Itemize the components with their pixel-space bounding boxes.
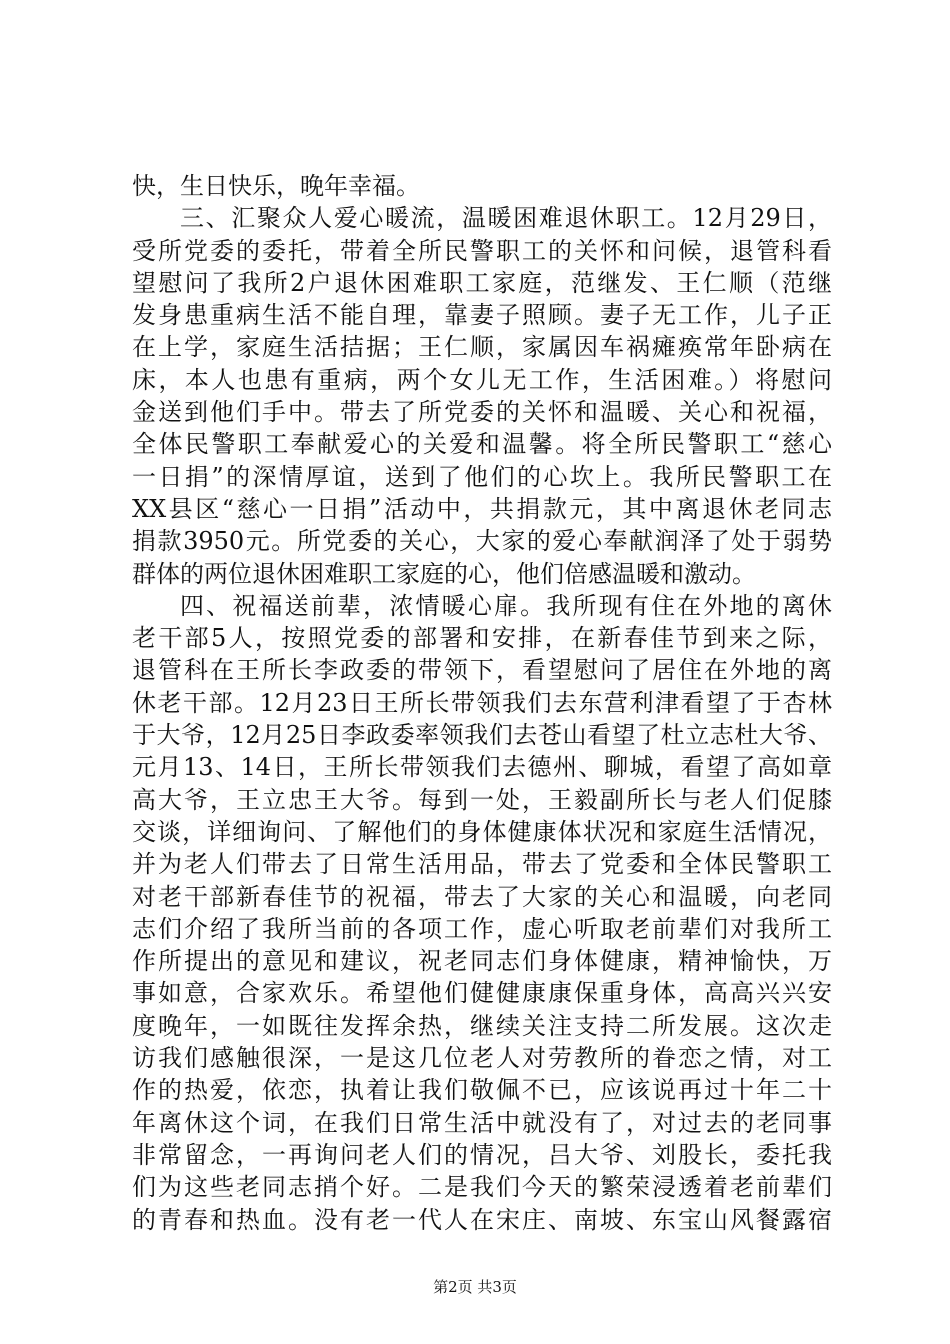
text-line: 四、祝福送前辈，浓情暖心扉。我所现有住在外地的离休 — [180, 591, 832, 620]
paragraph — [132, 202, 832, 590]
text-line: 对老干部新春佳节的祝福，带去了大家的关心和温暖，向老同 — [132, 882, 832, 911]
text-line: 退管科在王所长李政委的带领下，看望慰问了居住在外地的离 — [132, 656, 832, 685]
text-line: 捐款3950元。所党委的关心，大家的爱心奉献润泽了处于弱势 — [132, 527, 832, 556]
text-line: 事如意，合家欢乐。希望他们健健康康保重身体，高高兴兴安 — [132, 979, 832, 1008]
text-line: 访我们感触很深，一是这几位老人对劳教所的眷恋之情，对工 — [132, 1044, 832, 1073]
text-line: 高大爷，王立忠王大爷。每到一处，王毅副所长与老人们促膝 — [132, 785, 832, 814]
text-line: 快，生日快乐，晚年幸福。 — [132, 172, 420, 200]
page-number-footer: 第2页 共3页 — [433, 1278, 517, 1296]
text-line: 交谈，详细询问、了解他们的身体健康体状况和家庭生活情况， — [132, 817, 832, 846]
text-line: 休老干部。12月23日王所长带领我们去东营利津看望了于杏林 — [132, 688, 832, 717]
text-line: 年离休这个词，在我们日常生活中就没有了，对过去的老同事 — [132, 1108, 832, 1137]
text-line: 金送到他们手中。带去了所党委的关怀和温暖、关心和祝福， — [132, 398, 832, 427]
text-line: 的青春和热血。没有老一代人在宋庄、南坡、东宝山风餐露宿 — [132, 1205, 832, 1234]
text-line: 于大爷，12月25日李政委率领我们去苍山看望了杜立志杜大爷、 — [132, 721, 832, 750]
text-line: 度晚年，一如既往发挥余热，继续关注支持二所发展。这次走 — [132, 1011, 832, 1040]
text-line: 发身患重病生活不能自理，靠妻子照顾。妻子无工作，儿子正 — [132, 301, 832, 330]
text-line: 并为老人们带去了日常生活用品，带去了党委和全体民警职工 — [132, 850, 832, 879]
text-line: 元月13、14日，王所长带领我们去德州、聊城，看望了高如章 — [132, 753, 832, 782]
text-line: 三、汇聚众人爱心暖流，温暖困难退休职工。12月29日， — [180, 204, 832, 233]
text-line: 受所党委的委托，带着全所民警职工的关怀和问候，退管科看 — [132, 236, 832, 265]
text-line: 全体民警职工奉献爱心的关爱和温馨。将全所民警职工“慈心 — [132, 430, 832, 459]
text-line: 们为这些老同志捎个好。二是我们今天的繁荣浸透着老前辈们 — [132, 1173, 832, 1202]
text-line: 一日捐”的深情厚谊，送到了他们的心坎上。我所民警职工在 — [132, 462, 832, 491]
paragraph — [132, 170, 832, 202]
text-line: 群体的两位退休困难职工家庭的心，他们倍感温暖和激动。 — [132, 559, 756, 588]
text-line: 作的热爱，依恋，执着让我们敬佩不已，应该说再过十年二十 — [132, 1076, 832, 1105]
text-line: 非常留念，一再询问老人们的情况，吕大爷、刘股长，委托我 — [132, 1140, 832, 1169]
text-line: 在上学，家庭生活拮据；王仁顺，家属因车祸瘫痪常年卧病在 — [132, 333, 832, 362]
text-line: 老干部5人，按照党委的部署和安排，在新春佳节到来之际， — [132, 624, 832, 653]
text-line: 作所提出的意见和建议，祝老同志们身体健康，精神愉快，万 — [132, 947, 832, 976]
text-line: 床，本人也患有重病，两个女儿无工作，生活困难。）将慰问 — [132, 365, 832, 394]
text-line: XX县区“慈心一日捐”活动中，共捐款元，其中离退休老同志 — [132, 494, 832, 523]
text-line: 志们介绍了我所当前的各项工作，虚心听取老前辈们对我所工 — [132, 914, 832, 943]
text-line: 望慰问了我所2户退休困难职工家庭，范继发、王仁顺（范继 — [132, 268, 832, 297]
paragraph — [132, 590, 832, 1236]
document-body — [132, 170, 832, 1236]
